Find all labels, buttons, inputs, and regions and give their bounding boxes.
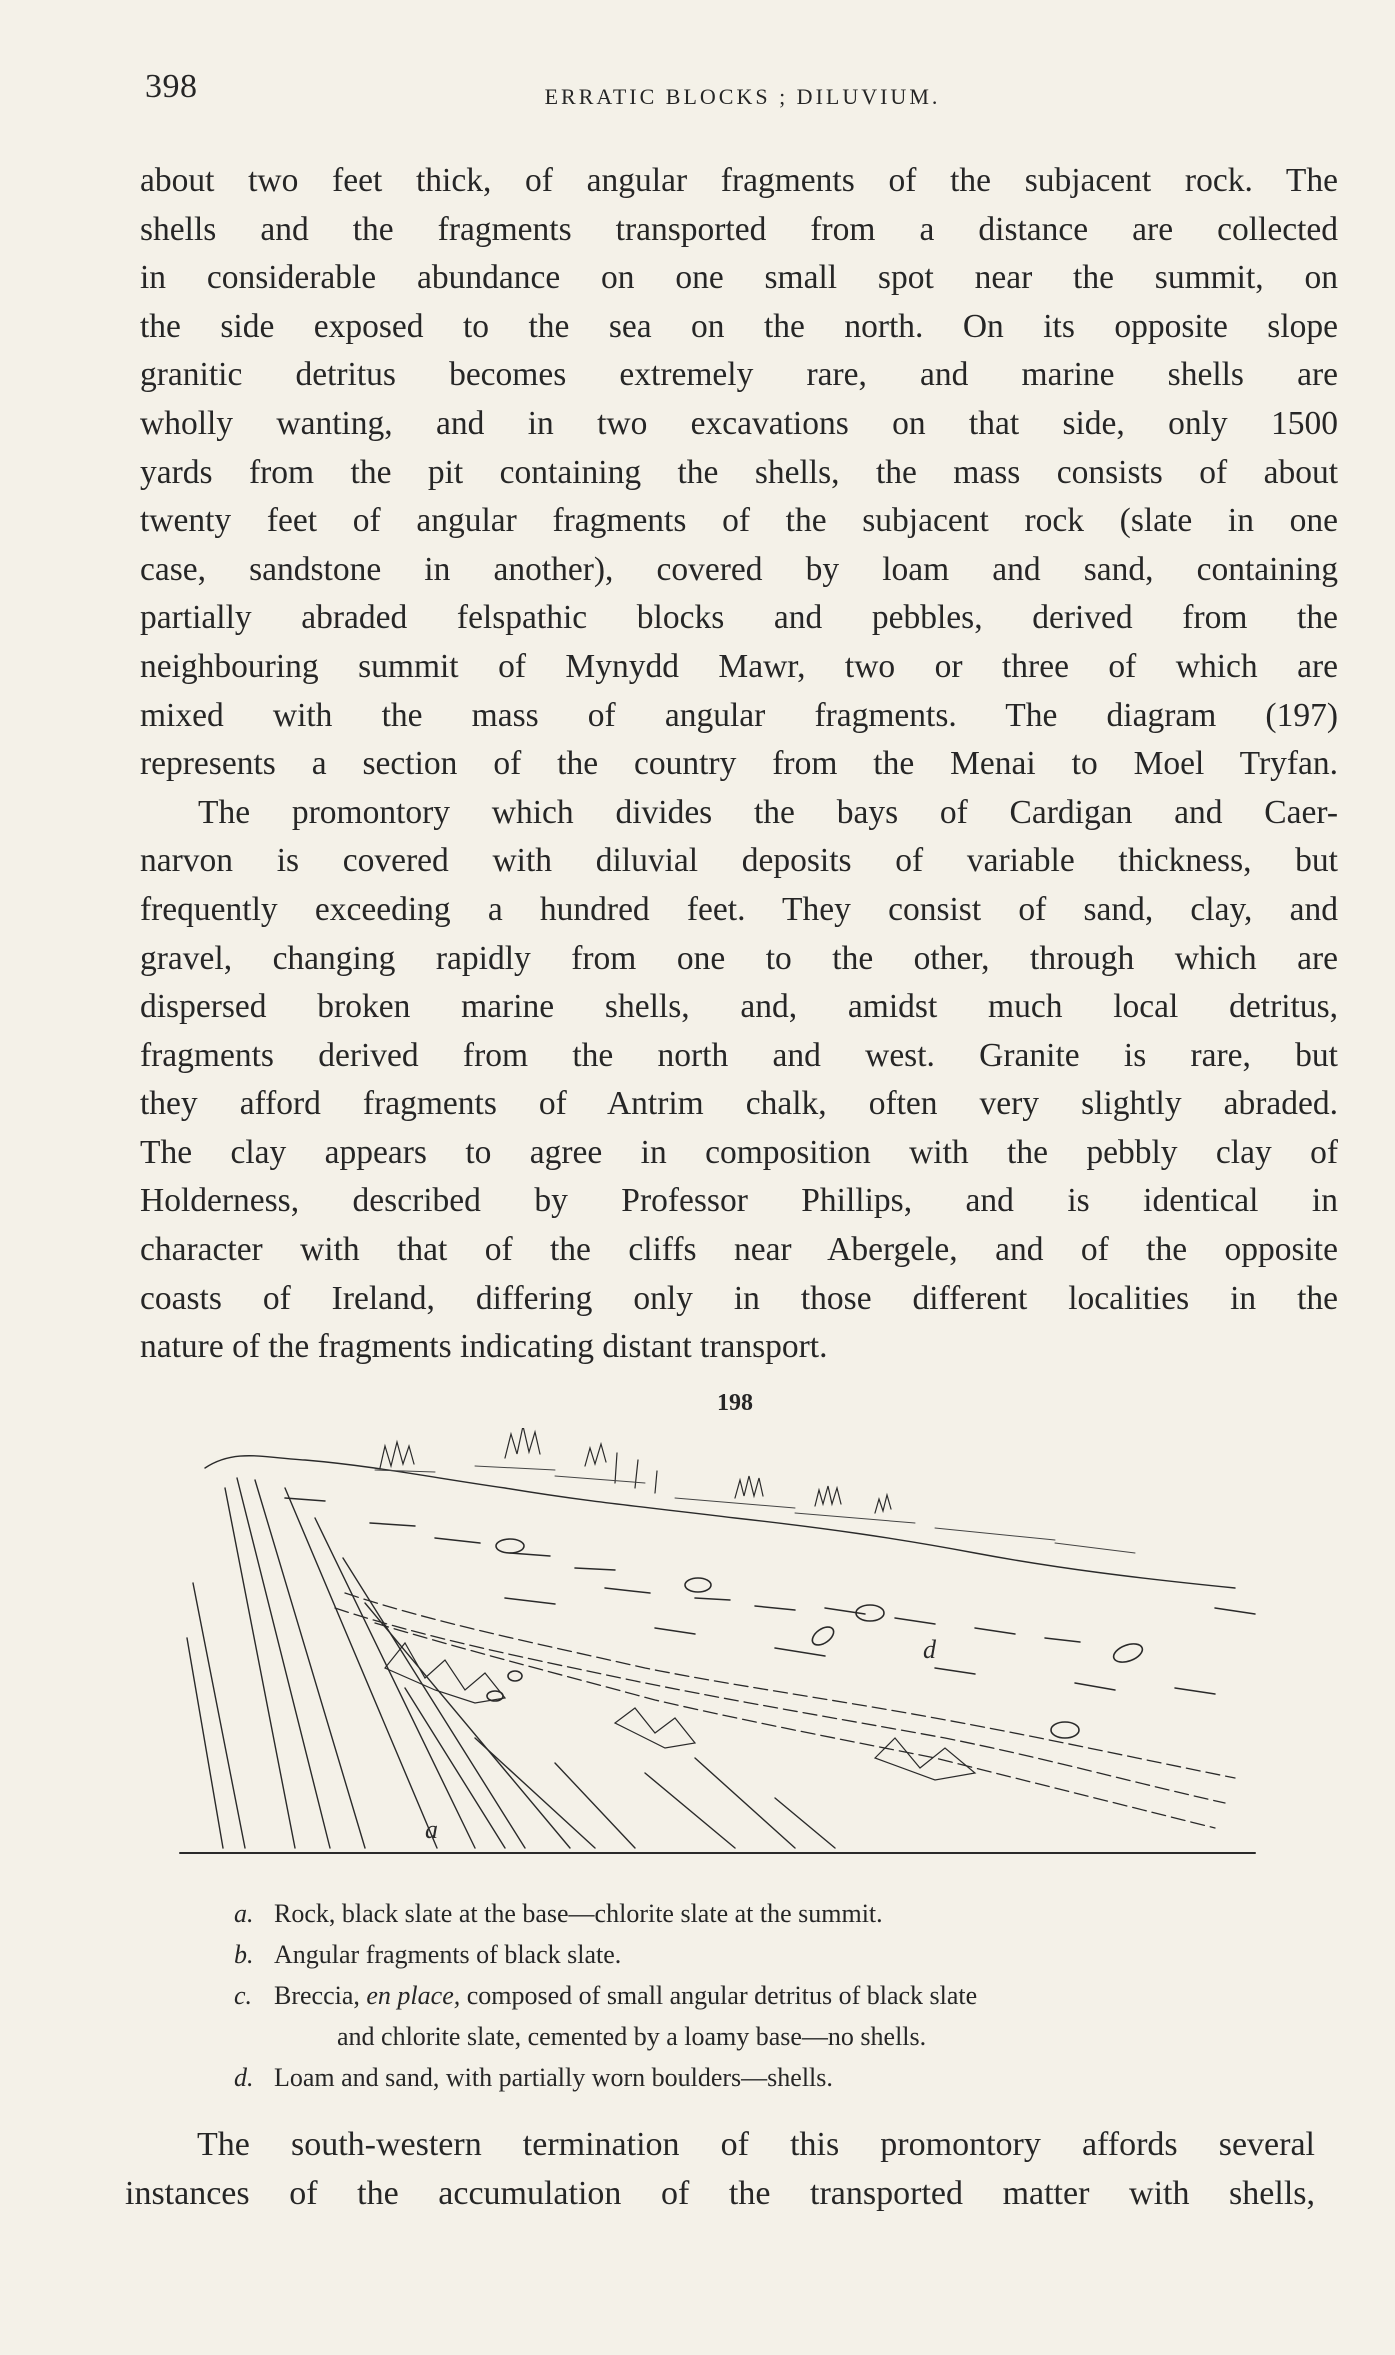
text-line: represents a section of the country from the Menai to Moel Tryfan. bbox=[140, 745, 1338, 783]
geological-section-diagram bbox=[175, 1428, 1295, 1868]
legend-item-c-continuation: and chlorite slate, cemented by a loamy base—no shells. bbox=[337, 2022, 927, 2051]
text-line: coasts of Ireland, differing only in those different localities in the bbox=[140, 1279, 1338, 1317]
label-a: a bbox=[425, 1815, 438, 1844]
label-d: d bbox=[923, 1635, 936, 1664]
text-line: the side exposed to the sea on the north. On its opposite slope bbox=[140, 307, 1338, 345]
legend-key: b. bbox=[234, 1940, 254, 1969]
running-title: ERRATIC BLOCKS ; DILUVIUM. bbox=[544, 84, 941, 109]
text-line: shells and the fragments transported from a distance are collected bbox=[140, 210, 1338, 248]
page-number: 398 bbox=[145, 68, 198, 105]
text-line: narvon is covered with diluvial deposits of variable thickness, but bbox=[140, 842, 1338, 880]
text-line: about two feet thick, of angular fragments of the subjacent rock. The bbox=[140, 162, 1338, 199]
legend-text-italic: en place, bbox=[366, 1981, 461, 2010]
figure-198 bbox=[175, 1390, 1295, 1870]
legend-item-d bbox=[232, 2057, 1312, 2098]
legend-text-part: composed of small angular detritus of black slate bbox=[466, 1981, 978, 2010]
breccia-wedge bbox=[615, 1708, 695, 1748]
summit-shading bbox=[375, 1466, 1135, 1553]
text-line: Holderness, described by Professor Phillips, and is identical in bbox=[140, 1182, 1338, 1220]
text-line: gravel, changing rapidly from one to the other, through which are bbox=[140, 939, 1338, 977]
slate-strata bbox=[187, 1478, 835, 1848]
text-line: mixed with the mass of angular fragments. The diagram (197) bbox=[140, 696, 1338, 734]
legend-text bbox=[274, 1981, 977, 2010]
text-line: case, sandstone in another), covered by loam and sand, containing bbox=[140, 550, 1338, 588]
legend-item-b bbox=[232, 1934, 1312, 1975]
text-line: yards from the pit containing the shells, the mass consists of about bbox=[140, 453, 1338, 491]
legend-key: d. bbox=[234, 2063, 254, 2092]
page-header bbox=[145, 68, 1340, 128]
legend-key: c. bbox=[234, 1981, 253, 2010]
text-line: granitic detritus becomes extremely rare, and marine shells are bbox=[140, 356, 1338, 394]
figure-legend bbox=[232, 1893, 1312, 2098]
text-line: they afford fragments of Antrim chalk, often very slightly abraded. bbox=[140, 1085, 1338, 1123]
text-line: neighbouring summit of Mynydd Mawr, two or three of which are bbox=[140, 647, 1338, 685]
summit-vegetation bbox=[380, 1428, 891, 1513]
legend-text: Rock, black slate at the base—chlorite slate at the summit. bbox=[274, 1899, 883, 1928]
paragraph-start-line: The promontory which divides the bays of Cardigan and Caer- bbox=[198, 793, 1338, 831]
body-text bbox=[140, 157, 1338, 1372]
text-line: in considerable abundance on one small spot near the summit, on bbox=[140, 259, 1338, 297]
text-line: fragments derived from the north and west. Granite is rare, but bbox=[140, 1036, 1338, 1074]
text-line: nature of the fragments indicating distant transport. bbox=[140, 1328, 828, 1366]
text-line: instances of the accumulation of the transported matter with shells, bbox=[125, 2175, 1315, 2212]
legend-text: Angular fragments of black slate. bbox=[274, 1940, 622, 1969]
hill-profile bbox=[205, 1456, 1235, 1588]
text-line: dispersed broken marine shells, and, amidst much local detritus, bbox=[140, 988, 1338, 1026]
text-line: frequently exceeding a hundred feet. They consist of sand, clay, and bbox=[140, 890, 1338, 928]
text-line: partially abraded felspathic blocks and pebbles, derived from the bbox=[140, 599, 1338, 637]
text-line: character with that of the cliffs near Abergele, and of the opposite bbox=[140, 1231, 1338, 1269]
text-line: wholly wanting, and in two excavations on that side, only 1500 bbox=[140, 404, 1338, 442]
legend-text-part: Breccia, bbox=[274, 1981, 360, 2010]
breccia-wedge bbox=[875, 1738, 975, 1780]
text-line: The clay appears to agree in composition with the pebbly clay of bbox=[140, 1133, 1338, 1171]
figure-number: 198 bbox=[717, 1390, 753, 1416]
legend-item-c bbox=[232, 1975, 1312, 2016]
text-line: twenty feet of angular fragments of the subjacent rock (slate in one bbox=[140, 502, 1338, 540]
paragraph-start-line: The south-western termination of this promontory affords several bbox=[197, 2126, 1315, 2163]
legend-item-a bbox=[232, 1893, 1312, 1934]
legend-text: Loam and sand, with partially worn boulders—shells. bbox=[274, 2063, 833, 2092]
loam-dashes bbox=[285, 1498, 1255, 1694]
legend-key: a. bbox=[234, 1899, 254, 1928]
closing-paragraph bbox=[125, 2120, 1315, 2218]
